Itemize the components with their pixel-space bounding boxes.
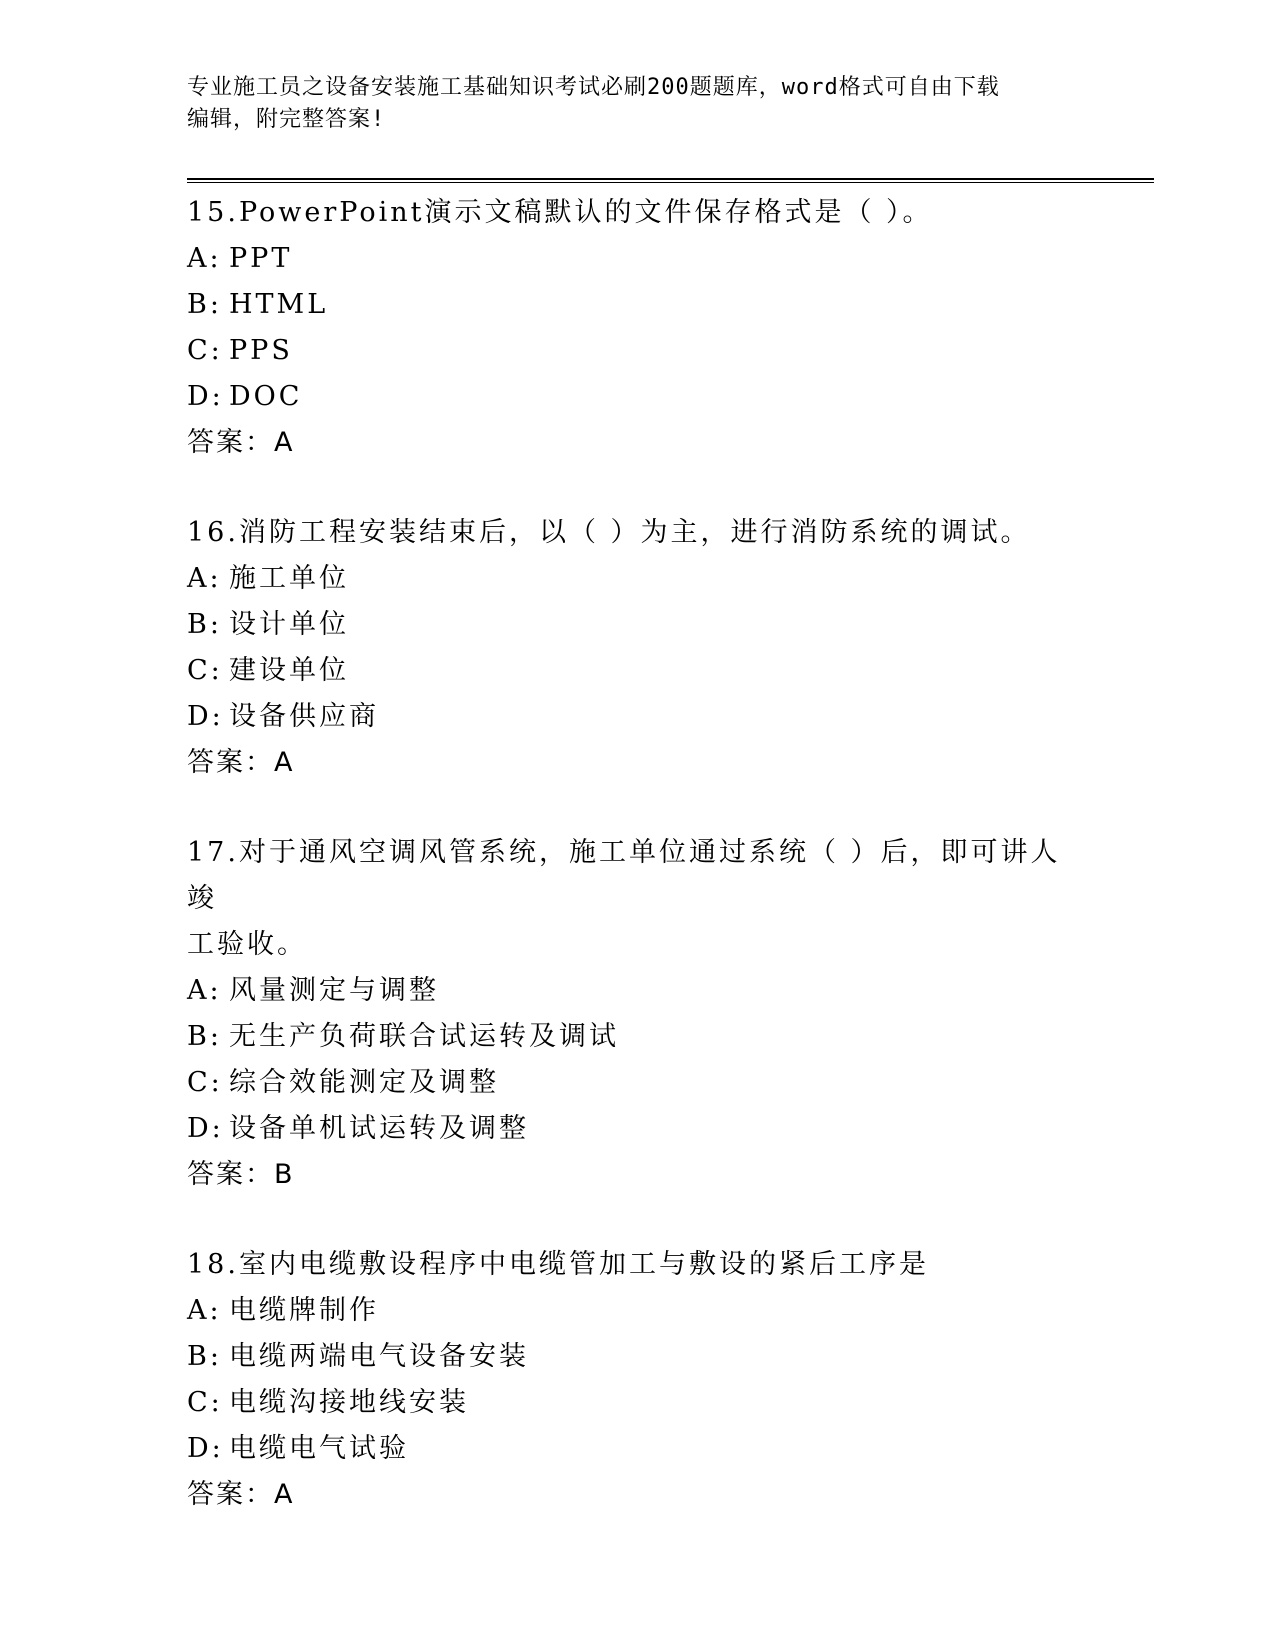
option-b (187, 1014, 1087, 1060)
option-b (187, 602, 1087, 648)
option-letter: C: (187, 1067, 223, 1098)
header-divider (187, 178, 1154, 183)
answer-label: 答案：A (187, 1479, 295, 1510)
question-stem (187, 830, 1087, 922)
question-list (187, 190, 1087, 1562)
answer-label: 答案：A (187, 427, 295, 458)
option-text: 电缆两端电气设备安装 (229, 1341, 529, 1372)
answer-label: 答案：B (187, 1159, 295, 1190)
option-letter: D: (187, 381, 224, 412)
header-title-line-2: 编辑，附完整答案! (187, 107, 386, 132)
option-letter: C: (187, 655, 223, 686)
option-text: 电缆电气试验 (229, 1433, 409, 1464)
header-title-line-1: 专业施工员之设备安装施工基础知识考试必刷200题题库，word格式可自由下载 (187, 75, 1000, 100)
option-text: 施工单位 (229, 563, 349, 594)
option-text: 建设单位 (229, 655, 349, 686)
option-d (187, 694, 1087, 740)
question-stem (187, 1242, 1087, 1288)
option-text: PPS (229, 335, 293, 366)
question-text: 对于通风空调风管系统，施工单位通过系统（ ）后，即可讲人竣 (187, 837, 1061, 914)
question-text: 消防工程安装结束后，以（ ）为主，进行消防系统的调试。 (238, 517, 1031, 548)
option-text: 设备供应商 (229, 701, 379, 732)
option-d (187, 1106, 1087, 1152)
option-a (187, 556, 1087, 602)
question-15 (187, 190, 1087, 466)
option-c (187, 328, 1087, 374)
option-c (187, 1060, 1087, 1106)
question-number: 18. (187, 1249, 239, 1280)
option-letter: A: (187, 563, 222, 594)
option-letter: A: (187, 975, 222, 1006)
question-18 (187, 1242, 1087, 1518)
option-letter: B: (187, 609, 222, 640)
option-text: 电缆沟接地线安装 (229, 1387, 469, 1418)
question-number: 17. (187, 837, 239, 868)
option-text: HTML (229, 289, 329, 320)
option-letter: D: (187, 1433, 224, 1464)
option-letter: D: (187, 701, 224, 732)
option-d (187, 374, 1087, 420)
option-text: 风量测定与调整 (229, 975, 439, 1006)
option-letter: B: (187, 289, 222, 320)
option-text: 无生产负荷联合试运转及调试 (229, 1021, 619, 1052)
option-d (187, 1426, 1087, 1472)
option-letter: A: (187, 1295, 222, 1326)
document-header (187, 72, 1067, 136)
question-text: 室内电缆敷设程序中电缆管加工与敷设的紧后工序是 (238, 1249, 929, 1280)
option-letter: D: (187, 1113, 224, 1144)
option-letter: C: (187, 335, 223, 366)
question-stem-continuation: 工验收。 (187, 929, 307, 960)
question-stem (187, 190, 1087, 236)
option-b (187, 282, 1087, 328)
option-text: 设计单位 (229, 609, 349, 640)
question-stem (187, 510, 1087, 556)
option-text: 电缆牌制作 (229, 1295, 379, 1326)
option-letter: A: (187, 243, 222, 274)
option-a (187, 236, 1087, 282)
question-text: PowerPoint演示文稿默认的文件保存格式是（ ）。 (238, 197, 933, 228)
answer-label: 答案：A (187, 747, 295, 778)
option-c (187, 648, 1087, 694)
question-number: 16. (187, 517, 239, 548)
option-text: 综合效能测定及调整 (229, 1067, 499, 1098)
option-letter: B: (187, 1341, 222, 1372)
option-a (187, 968, 1087, 1014)
option-text: PPT (229, 243, 293, 274)
option-b (187, 1334, 1087, 1380)
question-16 (187, 510, 1087, 786)
option-letter: B: (187, 1021, 222, 1052)
question-17 (187, 830, 1087, 1198)
option-text: DOC (229, 381, 303, 412)
option-letter: C: (187, 1387, 223, 1418)
question-number: 15. (187, 197, 239, 228)
option-text: 设备单机试运转及调整 (229, 1113, 529, 1144)
option-c (187, 1380, 1087, 1426)
option-a (187, 1288, 1087, 1334)
